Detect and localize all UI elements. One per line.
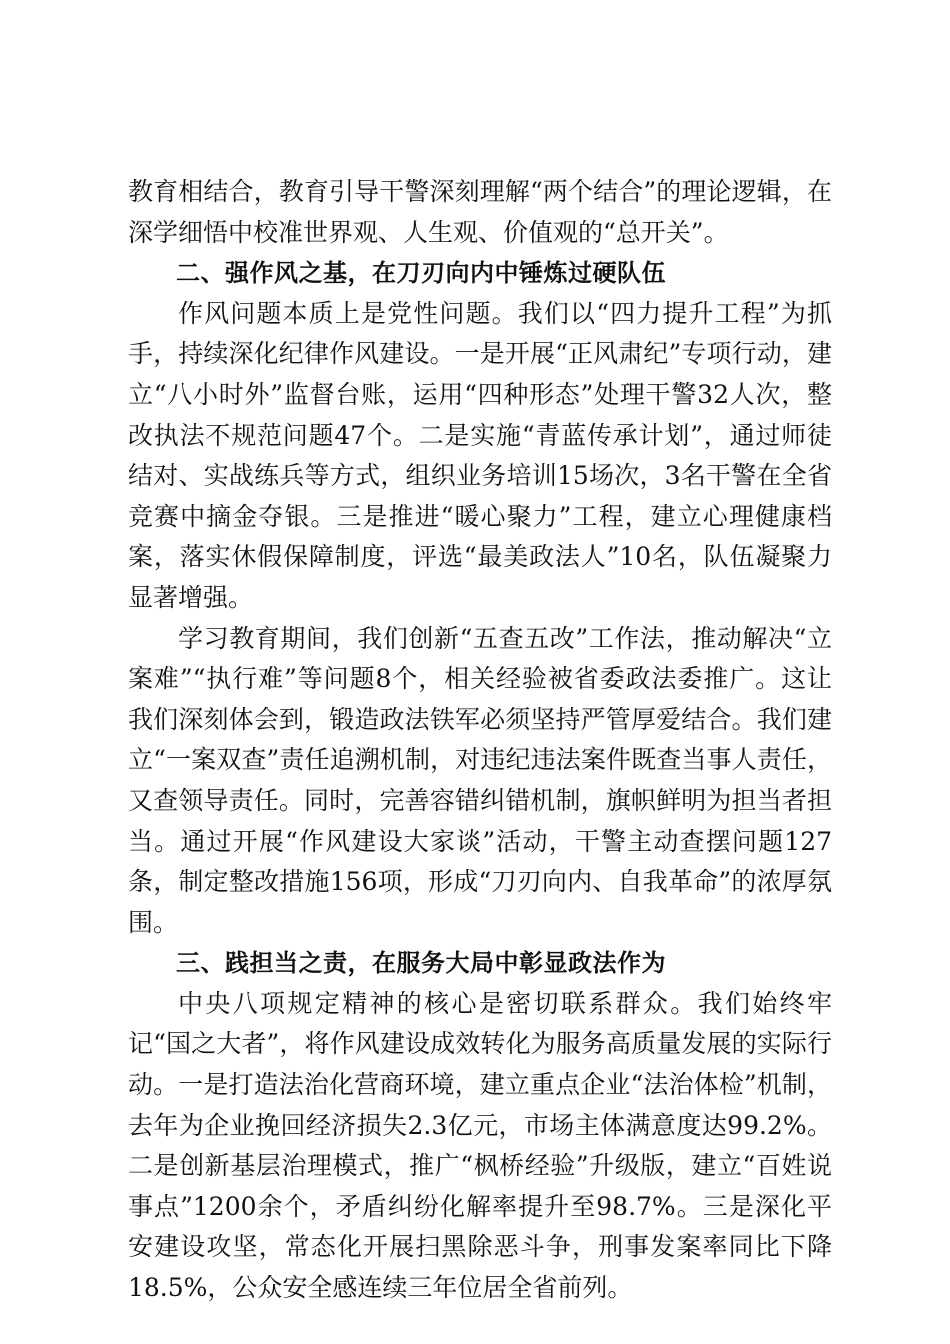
paragraph-continuation: 教育相结合，教育引导干警深刻理解“两个结合”的理论逻辑，在深学细悟中校准世界观、人生观、价值观的“总开关”。 <box>128 177 832 247</box>
paragraph-responsibility: 中央八项规定精神的核心是密切联系群众。我们始终牢记“国之大者”，将作风建设成效转化为服务高质量发展的实际行动。一是打造法治化营商环境，建立重点企业“法治体检”机制，去年为企业挽回经济损失2.3亿元，市场主体满意度达99.2%。二是创新基层治理模式，推广“枫桥经验”升级版，建立“百姓说事点”1200余个，矛盾纠纷化解率提升至98.7%。三是深化平安建设攻坚，常态化开展扫黑除恶斗争，刑事发案率同比下降18.5%，公众安全感连续三年位居全省前列。 <box>128 988 832 1303</box>
paragraph-study-education: 学习教育期间，我们创新“五查五改”工作法，推动解决“立案难”“执行难”等问题8个，相关经验被省委政法委推广。这让我们深刻体会到，锻造政法铁军必须坚持严管厚爱结合。我们建立“一案双查”责任追溯机制，对违纪违法案件既查当事人责任，又查领导责任。同时，完善容错纠错机制，旗帜鲜明为担当者担当。通过开展“作风建设大家谈”活动，干警主动查摆问题127条，制定整改措施156项，形成“刀刃向内、自我革命”的浓厚氛围。 <box>128 623 832 937</box>
section-heading-2: 二、强作风之基，在刀刃向内中锤炼过硬队伍 <box>176 259 666 288</box>
document-body <box>128 172 832 1309</box>
paragraph-work-style: 作风问题本质上是党性问题。我们以“四力提升工程”为抓手，持续深化纪律作风建设。一是开展“正风肃纪”专项行动，建立“八小时外”监督台账，运用“四种形态”处理干警32人次，整改执法不规范问题47个。二是实施“青蓝传承计划”，通过师徒结对、实战练兵等方式，组织业务培训15场次，3名干警在全省竞赛中摘金夺银。三是推进“暖心聚力”工程，建立心理健康档案，落实休假保障制度，评选“最美政法人”10名，队伍凝聚力显著增强。 <box>128 298 832 612</box>
section-heading-3: 三、践担当之责，在服务大局中彰显政法作为 <box>176 949 666 978</box>
